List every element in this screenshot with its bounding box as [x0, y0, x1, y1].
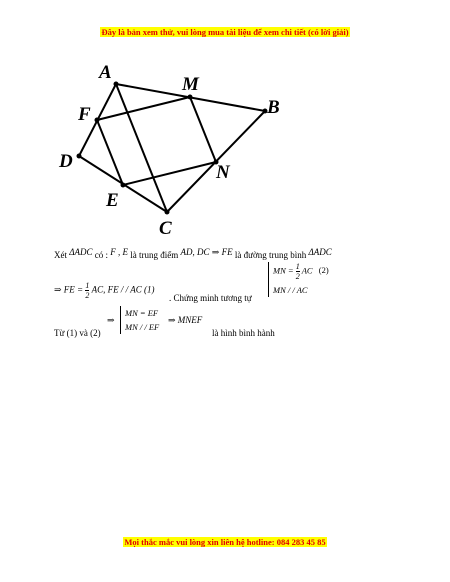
point-e	[121, 183, 126, 188]
fraction-half	[85, 281, 89, 300]
system-fraction-num: 1	[295, 262, 300, 271]
system-row-1	[273, 262, 329, 281]
implies-mnef: ⇒ MNEF	[168, 315, 203, 325]
segment-mn	[190, 97, 216, 162]
fraction-den: 2	[85, 291, 90, 300]
triangle-adc-2: ΔADC	[308, 247, 332, 257]
label-e: E	[106, 190, 119, 211]
hotline-banner	[0, 537, 450, 547]
midline-text: là đường trung bình	[234, 250, 307, 260]
segment-ne	[123, 162, 216, 185]
segment-fe-text: FE	[221, 247, 233, 257]
preview-notice-text: Đây là bản xem thử, vui lòng mua tài liệu để xem chi tiết (có lời giải)	[101, 27, 349, 37]
system-fraction	[296, 262, 300, 281]
conclusion-text: là hình bình hành	[212, 328, 275, 338]
segment-fm	[97, 97, 190, 120]
geometry-figure	[0, 0, 450, 250]
point-a	[114, 82, 119, 87]
label-a: A	[99, 62, 112, 83]
label-b: B	[267, 97, 280, 118]
fraction-num: 1	[85, 281, 90, 290]
hotline-text: Mọi thắc mắc vui lòng xin liên hệ hotline: 084 283 45 85	[124, 537, 326, 547]
point-f	[95, 118, 100, 123]
mn-equals: MN =	[273, 265, 294, 276]
points-fe: F , E	[110, 247, 129, 257]
fe-parallel-ac: AC, FE / / AC (1)	[91, 284, 155, 295]
label-c: C	[159, 218, 172, 239]
fe-equals: ⇒ FE =	[54, 284, 84, 295]
system-row-2: MN / / AC	[273, 285, 308, 295]
label-n: N	[216, 162, 230, 183]
segment-ac	[116, 84, 167, 212]
prove-similar-text: . Chứng minh tương tự	[169, 293, 252, 303]
label-m: M	[182, 74, 199, 95]
mn-ac: AC	[301, 265, 313, 276]
solution-line-1	[54, 247, 332, 261]
co-text: có :	[94, 250, 109, 260]
segments-ad-dc: AD, DC ⇒	[180, 247, 220, 257]
triangle-adc: ΔADC	[69, 247, 93, 257]
xet-text: Xét	[54, 250, 67, 260]
point-d	[77, 154, 82, 159]
point-m	[188, 95, 193, 100]
midpoint-text: là trung điểm	[130, 250, 179, 260]
label-f: F	[78, 104, 91, 125]
solution-line-2	[54, 281, 154, 300]
implies-arrow: ⇒	[107, 315, 115, 325]
system-fraction-den: 2	[295, 272, 300, 281]
equation-tag-2: (2)	[318, 265, 329, 276]
label-d: D	[59, 151, 73, 172]
point-c	[165, 210, 170, 215]
system-ef-row-2: MN / / EF	[125, 322, 160, 332]
from-1-and-2-text: Từ (1) và (2)	[54, 328, 101, 338]
system-mn-ac	[268, 262, 329, 297]
system-mn-ef	[120, 306, 159, 334]
system-ef-row-1: MN = EF	[125, 308, 159, 318]
